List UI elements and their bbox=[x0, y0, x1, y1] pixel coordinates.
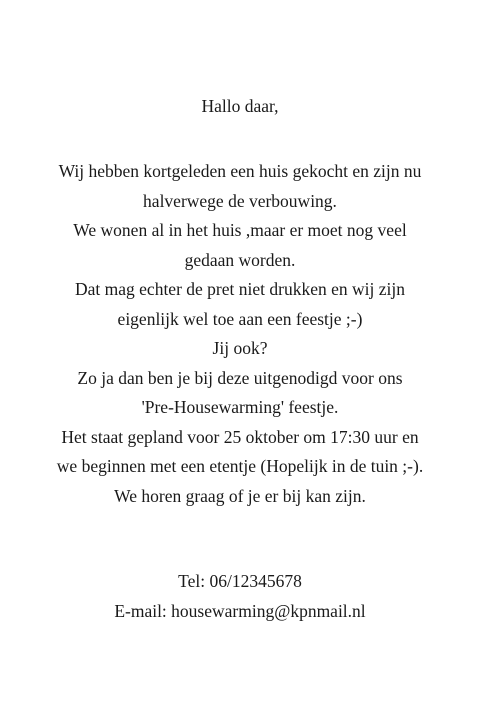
contact-block bbox=[20, 567, 460, 626]
body-line: Het staat gepland voor 25 oktober om 17:30 uur en bbox=[61, 426, 419, 447]
greeting-text: Hallo daar, bbox=[201, 96, 279, 116]
body-line: Jij ook? bbox=[212, 338, 268, 358]
body-line: We horen graag of je er bij kan zijn. bbox=[114, 485, 366, 506]
email-text: E-mail: housewarming@kpnmail.nl bbox=[114, 600, 366, 621]
body-line: Zo ja dan ben je bij deze uitgenodigd voor ons bbox=[77, 367, 403, 388]
body-line: 'Pre-Housewarming' feestje. bbox=[141, 397, 339, 417]
body-line: We wonen al in het huis ,maar er moet nog veel bbox=[73, 220, 407, 240]
invitation-body bbox=[20, 157, 460, 511]
body-line: halverwege de verbouwing. bbox=[143, 190, 337, 211]
phone-text: Tel: 06/12345678 bbox=[178, 571, 302, 591]
body-line: Wij hebben kortgeleden een huis gekocht en zijn nu bbox=[58, 161, 422, 181]
greeting-block bbox=[20, 92, 460, 122]
body-line: eigenlijk wel toe aan een feestje ;-) bbox=[117, 308, 363, 329]
body-line: we beginnen met een etentje (Hopelijk in de tuin ;-). bbox=[56, 456, 424, 476]
body-line: gedaan worden. bbox=[184, 249, 296, 270]
body-line: Dat mag echter de pret niet drukken en wij zijn bbox=[75, 279, 405, 299]
